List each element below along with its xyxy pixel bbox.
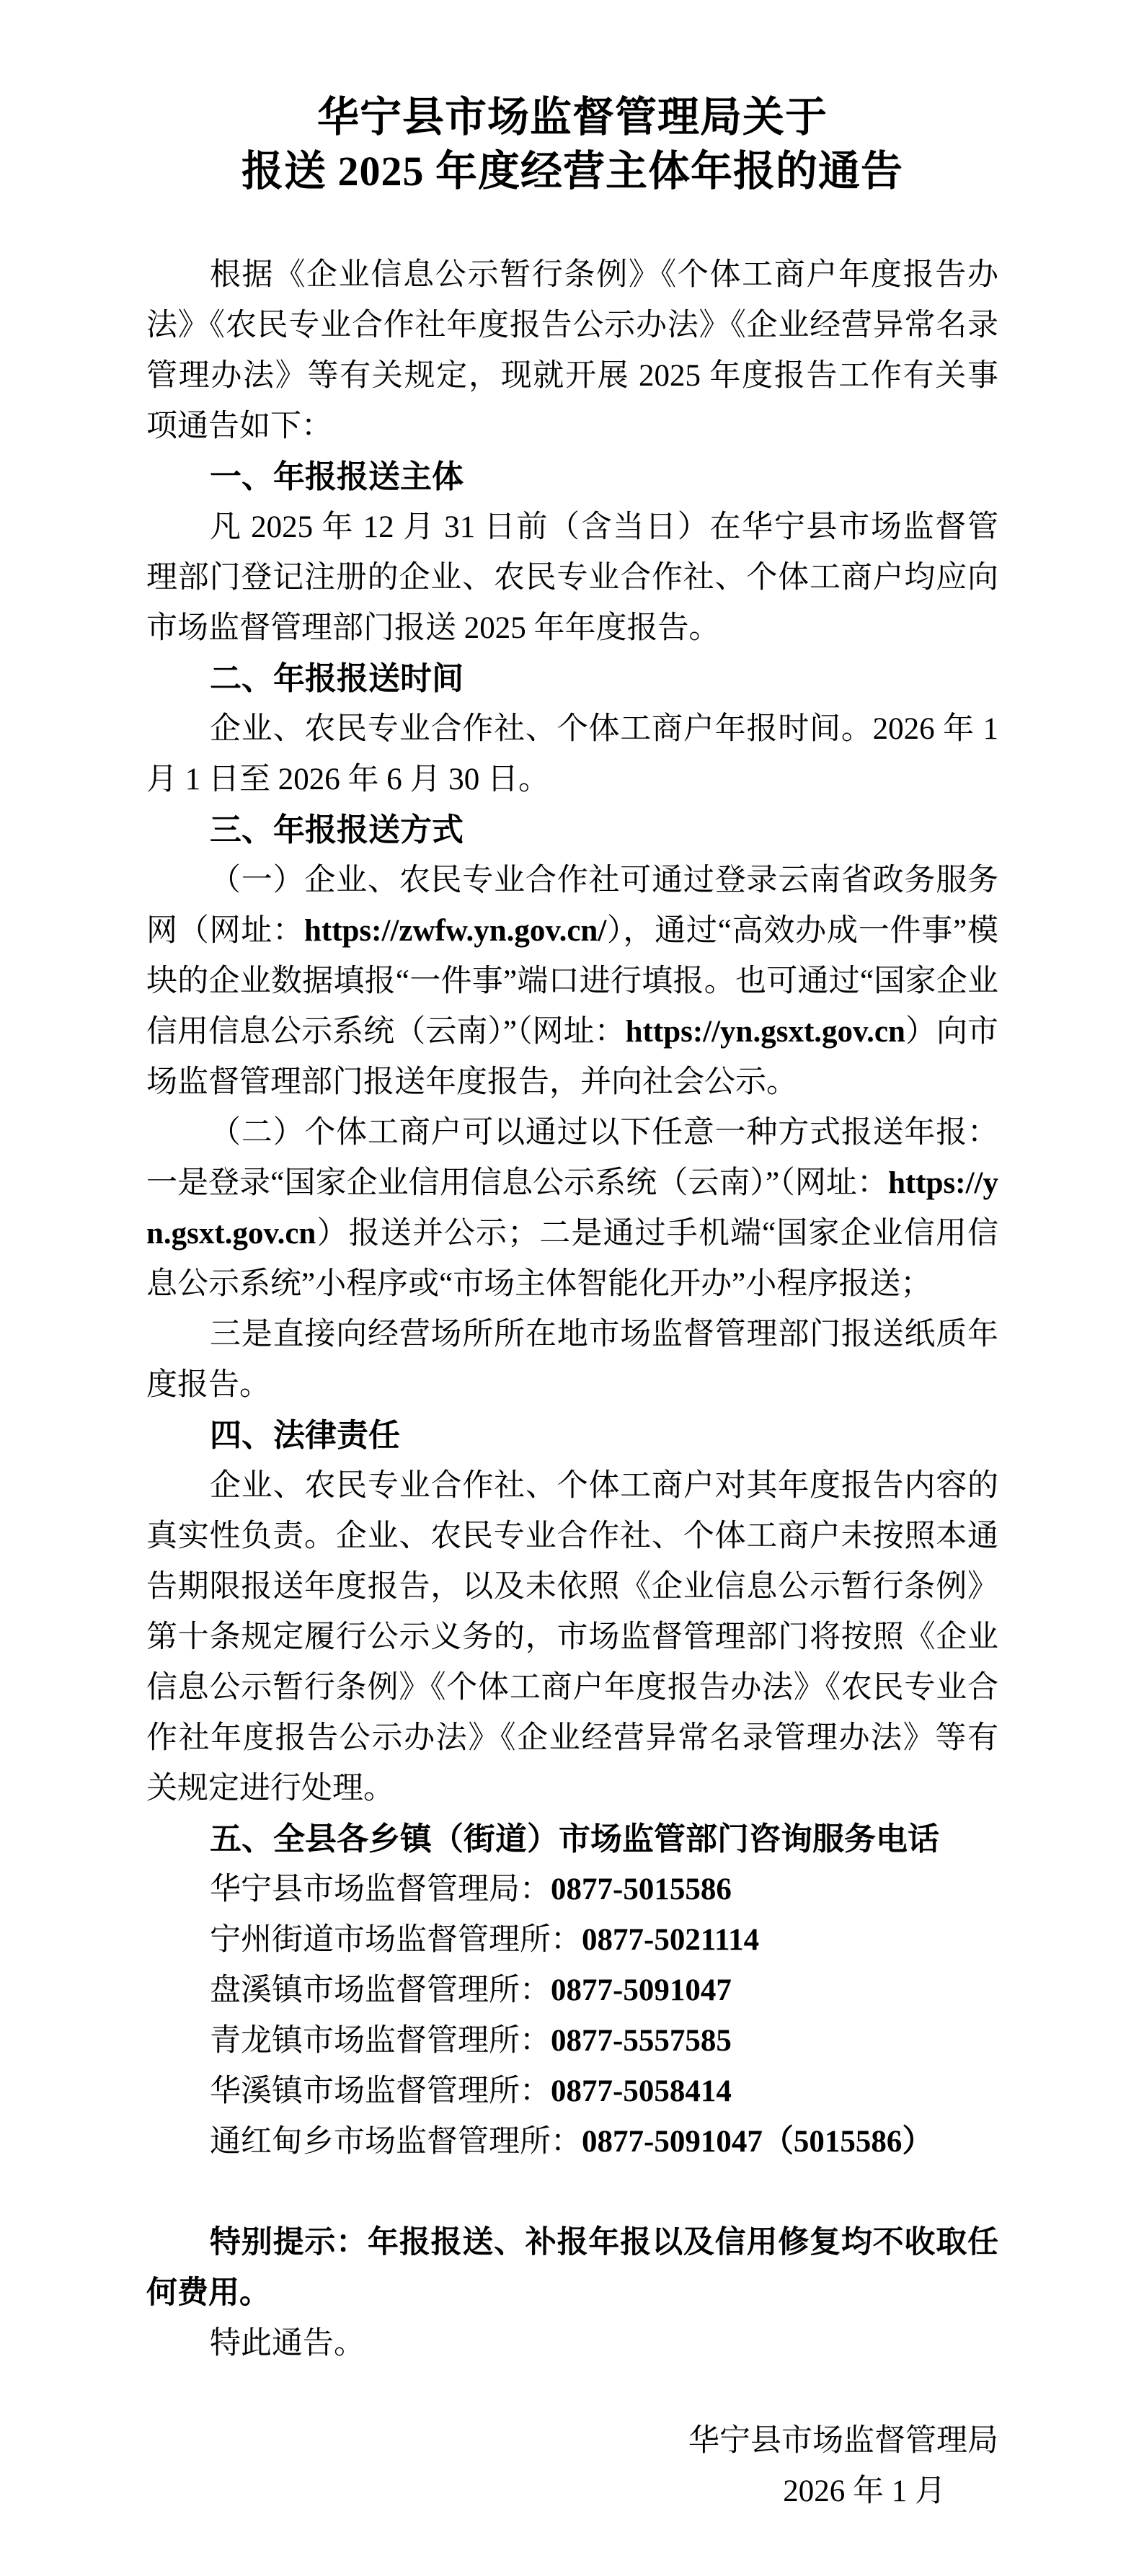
issuer-line: 华宁县市场监督管理局 [688, 2424, 998, 2458]
phone-office-label: 青龙镇市场监督管理所： [210, 2024, 551, 2058]
phone-line-5 [146, 2066, 998, 2117]
gsxt-url-text-2: https://yn.gsxt.gov.cn [146, 1166, 998, 1251]
phone-number: 0877-5091047 [551, 1973, 732, 2007]
section-heading-5: 五、全县各乡镇（街道）市场监管部门咨询服务电话 [210, 1821, 939, 1857]
section-heading-4: 四、法律责任 [210, 1418, 400, 1453]
signature-block [146, 2416, 998, 2517]
document-title [146, 90, 998, 198]
phone-number: 0877-5058414 [551, 2074, 732, 2108]
method-1-text-c: ）向市场监督管理部门报送年度报告，并向社会公示。 [146, 1015, 999, 1099]
phone-number: 0877-5021114 [582, 1923, 760, 1957]
phone-number: 0877-5557585 [551, 2024, 732, 2058]
phone-office-label: 通红甸乡市场监督管理所： [210, 2125, 582, 2159]
title-line-2: 报送 2025 年度经营主体年报的通告 [241, 148, 903, 195]
section-heading-2: 二、年报报送时间 [210, 661, 464, 696]
annual-report-time-paragraph: 企业、农民专业合作社、个体工商户年报时间。2026 年 1 月 1 日至 2026 年 6 月 30 日。 [146, 712, 998, 796]
phone-office-label: 华宁县市场监督管理局： [210, 1873, 551, 1906]
section-heading-3: 三、年报报送方式 [210, 812, 464, 848]
method-2-text-b: ）报送并公示；二是通过手机端“国家企业信用信息公示系统”小程序或“市场主体智能化开办”小程序报送； [146, 1217, 998, 1301]
annual-report-subject-paragraph: 凡 2025 年 12 月 31 日前（含当日）在华宁县市场监督管理部门登记注册的企业、农民专业合作社、个体工商户均应向市场监督管理部门报送 2025 年年度报告。 [146, 510, 998, 645]
title-line-1: 华宁县市场监督管理局关于 [316, 94, 828, 141]
method-2-text-a: （二）个体工商户可以通过以下任意一种方式报送年报：一是登录“国家企业信用信息公示系统（云南）”（网址： [146, 1116, 998, 1200]
zwfw-url-text: https://zwfw.yn.gov.cn/ [303, 914, 607, 948]
special-note-paragraph: 特别提示：年报报送、补报年报以及信用修复均不收取任何费用。 [146, 2226, 998, 2310]
phone-number: 0877-5091047（5015586） [582, 2125, 934, 2159]
phone-line-3 [146, 1966, 998, 2016]
closing-paragraph: 特此通告。 [210, 2327, 365, 2360]
phone-line-6 [146, 2117, 998, 2167]
phone-number: 0877-5015586 [551, 1873, 732, 1906]
phone-office-label: 盘溪镇市场监督管理所： [210, 1973, 551, 2007]
phone-line-4 [146, 2016, 998, 2066]
method-2-paragraph [146, 1108, 998, 1310]
date-line: 2026 年 1 月 [783, 2474, 946, 2508]
phone-office-label: 宁州街道市场监督管理所： [210, 1923, 582, 1957]
section-heading-1: 一、年报报送主体 [210, 459, 464, 494]
phone-line-2 [146, 1915, 998, 1966]
phone-line-1 [146, 1865, 998, 1915]
method-3-paragraph: 三是直接向经营场所所在地市场监督管理部门报送纸质年度报告。 [146, 1318, 998, 1402]
method-1-text-a: （一）企业、农民专业合作社可通过登录云南省政务服务网（网址： [146, 863, 998, 948]
method-1-text-b: ），通过“高效办成一件事”模块的企业数据填报“一件事”端口进行填报。也可通过“国家企业信用信息公示系统（云南）”（网址： [146, 914, 999, 1049]
gsxt-url-text: https://yn.gsxt.gov.cn [625, 1015, 905, 1049]
legal-liability-paragraph: 企业、农民专业合作社、个体工商户对其年度报告内容的真实性负责。企业、农民专业合作社、个体工商户未按照本通告期限报送年度报告，以及未依照《企业信息公示暂行条例》第十条规定履行公示义务的，市场监督管理部门将按照《企业信息公示暂行条例》《个体工商户年度报告办法》《农民专业合作社年度报告公示办法》《企业经营异常名录管理办法》等有关规定进行处理。 [146, 1469, 998, 1806]
phone-office-label: 华溪镇市场监督管理所： [210, 2074, 551, 2108]
method-1-paragraph [146, 856, 998, 1108]
intro-paragraph: 根据《企业信息公示暂行条例》《个体工商户年度报告办法》《农民专业合作社年度报告公示办法》《企业经营异常名录管理办法》等有关规定，现就开展 2025 年度报告工作有关事项通告如下： [146, 258, 998, 443]
